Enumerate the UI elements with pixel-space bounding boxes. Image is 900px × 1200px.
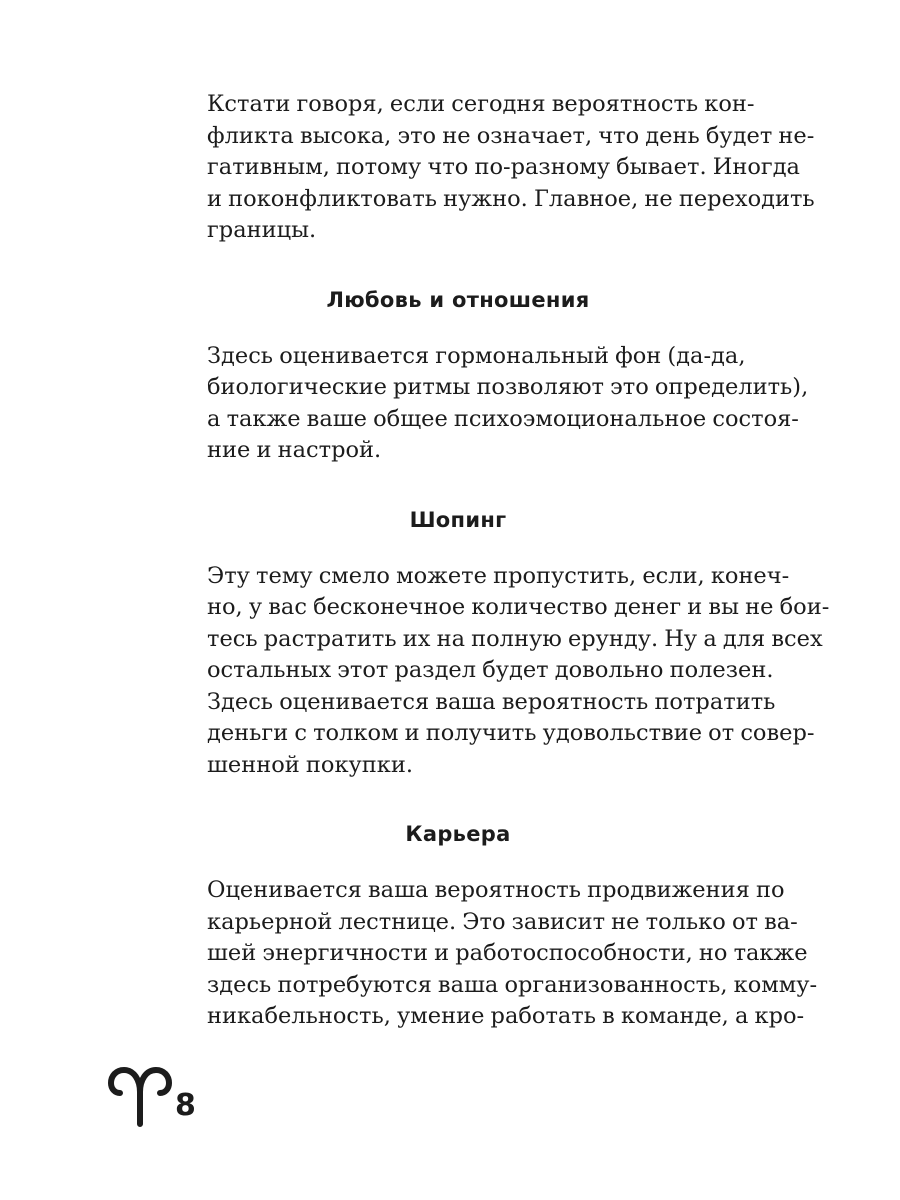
text-line: никабельность, умение работать в команде, а кро-: [207, 1003, 805, 1029]
page-footer: [104, 1058, 214, 1138]
text-line: деньги с толком и получить удовольствие от совер-: [207, 720, 815, 746]
section-heading-shopping: Шопинг: [409, 507, 507, 532]
text-line: биологические ритмы позволяют это определить),: [207, 374, 809, 400]
text-line: Здесь оценивается гормональный фон (да-да,: [207, 342, 746, 369]
text-line: но, у вас бесконечное количество денег и вы не бои-: [207, 594, 830, 620]
paragraph-love: [176, 341, 809, 467]
text-line: и поконфликтовать нужно. Главное, не переходить: [207, 185, 815, 212]
aries-icon: [104, 1058, 178, 1128]
paragraph-shopping: [176, 561, 830, 782]
text-line: а также ваше общее психоэмоциональное состоя-: [207, 405, 799, 432]
text-line: остальных этот раздел будет довольно полезен.: [207, 657, 774, 683]
text-line: границы.: [207, 217, 317, 243]
text-line: карьерной лестнице. Это зависит не только от ва-: [207, 908, 798, 935]
text-line: ние и настрой.: [207, 437, 382, 463]
text-line: гативным, потому что по-разному бывает. Иногда: [207, 154, 800, 180]
text-line: здесь потребуются ваша организованность, комму-: [207, 971, 818, 998]
page-content: [176, 84, 830, 1033]
text-line: шей энергичности и работоспособности, но также: [207, 940, 808, 966]
text-line: Оценивается ваша вероятность продвижения по: [207, 877, 785, 903]
text-line: Эту тему смело можете пропустить, если, конеч-: [207, 562, 790, 589]
text-line: Кстати говоря, если сегодня вероятность кон-: [207, 91, 755, 117]
text-line: шенной покупки.: [207, 751, 413, 778]
section-heading-love: Любовь и отношения: [326, 287, 590, 312]
text-line: фликта высока, это не означает, что день будет не-: [207, 122, 815, 149]
text-line: тесь растратить их на полную ерунду. Ну а для всех: [207, 625, 823, 652]
text-line: Здесь оценивается ваша вероятность потратить: [207, 688, 776, 715]
paragraph-career: [176, 875, 818, 1033]
paragraph-intro: [176, 89, 815, 247]
page-number: 8: [175, 1088, 196, 1123]
section-heading-career: Карьера: [405, 822, 511, 846]
